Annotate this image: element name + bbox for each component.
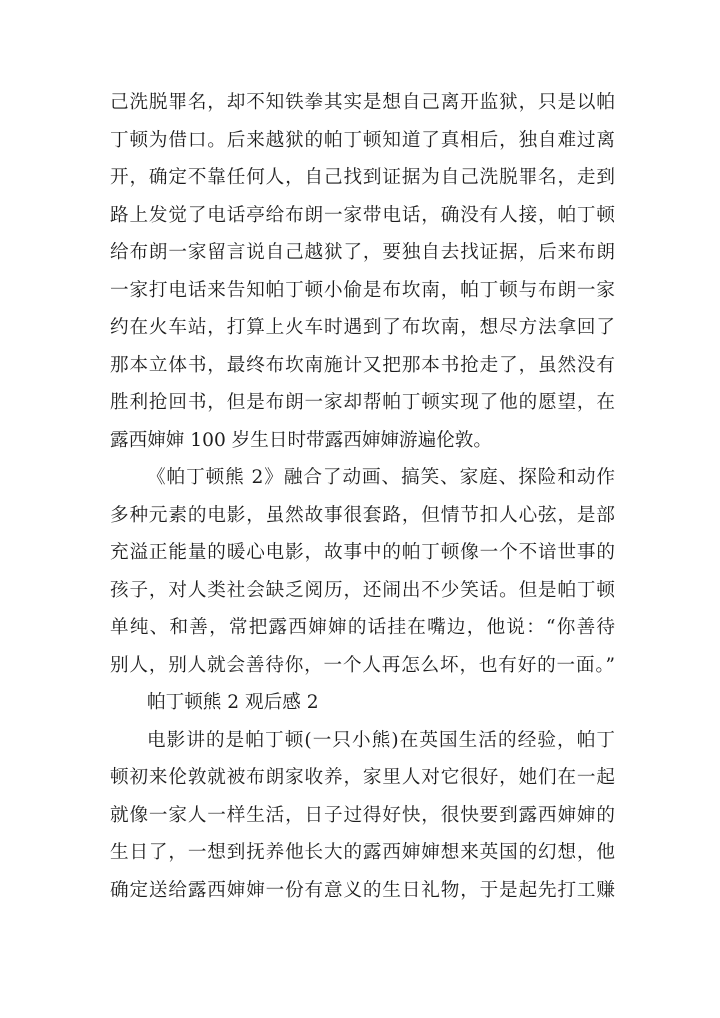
text-line: 那本立体书，最终布坎南施计又把那本书抢走了，虽然没有 (110, 354, 615, 376)
text-line: 多种元素的电影，虽然故事很套路，但情节扣人心弦，是部 (110, 504, 615, 526)
paragraph-2 (110, 459, 615, 684)
text-line: 路上发觉了电话亭给布朗一家带电话，确没有人接，帕丁顿 (110, 204, 615, 226)
text-line: 约在火车站，打算上火车时遇到了布坎南，想尽方法拿回了 (110, 317, 615, 338)
text-line: 胜利抢回书，但是布朗一家却帮帕丁顿实现了他的愿望，在 (110, 392, 615, 413)
text-line: 单纯、和善，常把露西婶婶的话挂在嘴边，他说：“你善待 (110, 617, 615, 638)
text-line: 孩子，对人类社会缺乏阅历，还闹出不少笑话。但是帕丁顿 (110, 579, 615, 601)
text-line: 生日了，一想到抚养他长大的露西婶婶想来英国的幻想，他 (110, 842, 615, 863)
text-line: 顿初来伦敦就被布朗家收养，家里人对它很好，她们在一起 (110, 767, 615, 788)
text-line: 电影讲的是帕丁顿(一只小熊)在英国生活的经验，帕丁 (147, 729, 615, 751)
text-line: 《帕丁顿熊 2》融合了动画、搞笑、家庭、探险和动作 (147, 467, 615, 488)
text-line: 丁顿为借口。后来越狱的帕丁顿知道了真相后，独自难过离 (110, 129, 615, 151)
paragraph-1 (110, 84, 615, 459)
section-heading-text: 帕丁顿熊 2 观后感 2 (147, 692, 319, 713)
text-line: 露西婶婶 100 岁生日时带露西婶婶游遍伦敦。 (110, 429, 492, 451)
text-line: 充溢正能量的暖心电影，故事中的帕丁顿像一个不谙世事的 (110, 542, 615, 563)
document-body (110, 84, 615, 909)
text-line: 己洗脱罪名，却不知铁拳其实是想自己离开监狱，只是以帕 (110, 92, 615, 113)
section-heading (110, 684, 615, 722)
text-line: 确定送给露西婶婶一份有意义的生日礼物，于是起先打工赚 (110, 879, 615, 901)
text-line: 给布朗一家留言说自己越狱了，要独自去找证据，后来布朗 (110, 242, 615, 263)
paragraph-3 (110, 722, 615, 910)
text-line: 开，确定不靠任何人，自己找到证据为自己洗脱罪名，走到 (110, 167, 615, 188)
text-line: 一家打电话来告知帕丁顿小偷是布坎南，帕丁顿与布朗一家 (110, 279, 615, 301)
text-line: 就像一家人一样生活，日子过得好快，很快要到露西婶婶的 (110, 804, 615, 826)
text-line: 别人，别人就会善待你，一个人再怎么坏，也有好的一面。” (110, 654, 615, 676)
